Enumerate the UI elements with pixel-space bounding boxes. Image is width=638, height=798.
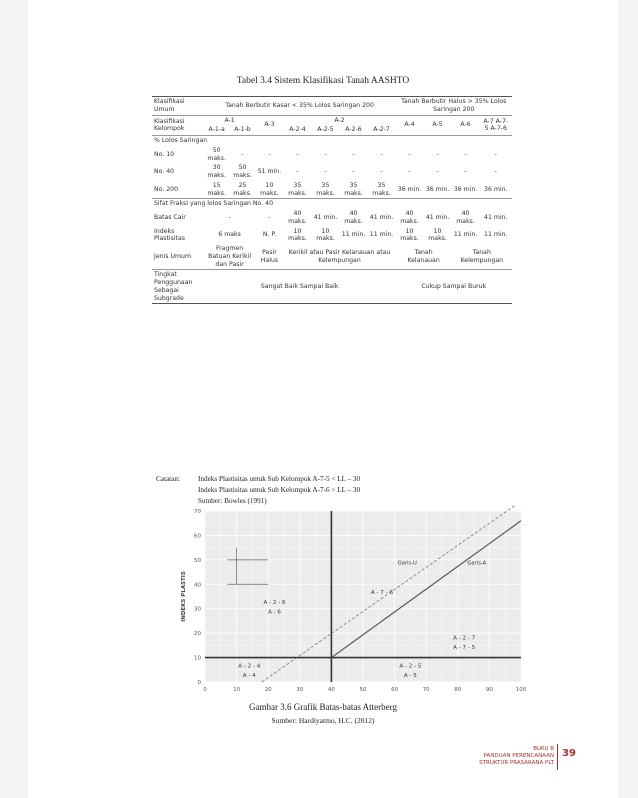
table-cell: - [494, 150, 497, 158]
table-cell: 10 maks. [288, 227, 307, 243]
y-tick-label: 30 [194, 606, 201, 613]
x-tick-label: 70 [422, 687, 430, 693]
group-a6: A-6 [460, 121, 471, 129]
table-cell: N. P. [262, 231, 277, 239]
table-cell: 6 maks [218, 231, 241, 239]
table-cell: 35 maks. [316, 181, 335, 197]
table-cell: 41 min. [369, 213, 394, 221]
note-line: Indeks Plastisitas untuk Sub Kelompok A-7-6 > LL – 30 [198, 486, 361, 494]
group-a1: A-1 [224, 116, 235, 124]
group-a2: A-2 [334, 116, 345, 124]
table-cell: 40 maks. [288, 210, 307, 225]
group-a4: A-4 [404, 121, 415, 129]
group-a1a: A-1-a [208, 126, 225, 134]
region-label: A - 2 - 5 [399, 663, 422, 670]
x-tick-label: 50 [359, 687, 367, 693]
x-tick-label: 40 [327, 687, 335, 693]
table-cell: 41 min. [425, 213, 450, 221]
y-tick-label: 0 [197, 680, 201, 686]
table-cell: - [464, 150, 467, 158]
table-cell: 10 maks. [316, 227, 335, 243]
group-a3: A-3 [264, 121, 275, 129]
table-cell: 40 maks. [344, 210, 363, 225]
table-cell: 25 maks. [233, 181, 252, 197]
table-cell: - [352, 150, 355, 158]
garis-a-label: Garis-A [467, 560, 487, 567]
x-tick-label: 20 [264, 687, 272, 693]
table-cell: - [268, 213, 271, 221]
footer-line: BUKU B [533, 746, 554, 752]
figure-caption: Gambar 3.6 Grafik Batas-batas Atterberg [248, 702, 398, 712]
table-cell: - [408, 150, 411, 158]
table-cell: 10 maks. [428, 227, 447, 243]
footer-line: PANDUAN PERENCANAAN [483, 753, 554, 759]
table-cell: Sangat Baik Sampai Baik [260, 282, 339, 290]
table-cell: 35 maks. [344, 181, 363, 197]
table-cell: Cukup Sampai Buruk [421, 282, 487, 290]
footer-line: STRUKTUR PRASARANA PLT [479, 760, 554, 766]
row-label: Jenis Umum [154, 252, 191, 260]
table-cell: - [352, 168, 355, 176]
table-cell: 50 maks. [207, 146, 226, 162]
region-label: A - 7 - 6 [370, 590, 394, 597]
x-tick-label: 0 [203, 687, 207, 693]
note-line: Sumber: Bowles (1991) [198, 497, 267, 505]
table-cell: - [408, 168, 411, 176]
aashto-table [152, 96, 512, 304]
document-page [28, 0, 618, 798]
y-tick-label: 70 [194, 509, 201, 515]
table-cell: Tanah Kelempungan [460, 248, 504, 264]
table-cell: 11 min. [484, 231, 508, 239]
header-butir-halus: Tanah Berbutir Halus > 35% Lolos Saringan 200 [401, 98, 507, 113]
x-tick-label: 90 [485, 687, 493, 693]
table-cell: 36 min. [425, 185, 450, 193]
row-label: Indeks Plastisitas [154, 227, 185, 243]
y-tick-label: 40 [194, 582, 201, 589]
table-cell: 30 maks. [207, 164, 226, 179]
table-cell: - [380, 168, 383, 176]
figure-source: Sumber: Hardiyatmo, H.C. (2012) [271, 716, 375, 725]
table-cell: - [464, 168, 467, 176]
footer-divider [557, 744, 558, 770]
table-cell: Kerikil atau Pasir Kelanauan atau Kelempungan [288, 248, 391, 264]
y-axis-label: INDEKS PLASTIS [181, 571, 187, 622]
table-cell: 36 min. [484, 185, 508, 193]
group-a26: A-2-6 [345, 126, 362, 134]
atterberg-chart [175, 505, 535, 705]
header-klasifikasi-umum: Klasifikasi Umum [154, 98, 185, 113]
table-title: Tabel 3.4 Sistem Klasifikasi Tanah AASHTO [236, 76, 410, 86]
garis-u-label: Garis-U [397, 560, 417, 567]
row-label: No. 40 [154, 168, 175, 176]
table-cell: 36 min. [397, 185, 422, 193]
y-tick-label: 60 [194, 533, 201, 540]
y-tick-label: 10 [194, 655, 201, 662]
row-label: Batas Cair [154, 213, 186, 221]
header-butir-kasar: Tanah Berbutir Kasar < 35% Lolos Saringan 200 [225, 101, 374, 109]
table-cell: 11 min. [341, 231, 366, 239]
table-cell: 41 min. [484, 213, 508, 221]
table-cell: Fragmen Batuan Kerikil dan Pasir [208, 245, 252, 268]
table-cell: 51 min. [257, 168, 282, 176]
section-sifat: Sifat Fraksi yang lolos Saringan No. 40 [154, 200, 274, 208]
page-number: 39 [562, 748, 576, 759]
table-cell: - [436, 150, 439, 158]
table-cell: 11 min. [453, 231, 478, 239]
region-label: A - 2 - 4 [238, 663, 261, 670]
note-line: Indeks Plastisitas untuk Sub Kelompok A-7-5 < LL – 30 [198, 475, 361, 483]
x-tick-label: 100 [515, 687, 527, 693]
x-tick-label: 10 [233, 687, 241, 693]
table-cell: 11 min. [369, 231, 394, 239]
table-cell: - [241, 150, 244, 158]
table-cell: Pasir Halus [260, 248, 279, 264]
table-cell: - [436, 168, 439, 176]
header-klasifikasi-kelompok: Klasifikasi Kelompok [154, 117, 185, 133]
table-cell: 35 maks. [372, 181, 391, 197]
table-cell: 15 maks. [207, 181, 226, 197]
notes-text [198, 474, 360, 507]
footer-book [479, 746, 554, 767]
table-cell: Tanah Kelanauan [407, 248, 440, 264]
table-cell: - [380, 150, 383, 158]
section-lolos: % Lolos Saringan [154, 137, 208, 144]
notes-label: Catatan: [156, 475, 180, 483]
y-tick-label: 20 [194, 631, 201, 638]
x-tick-label: 60 [391, 687, 399, 693]
group-a24: A-2-4 [289, 126, 306, 134]
table-cell: 35 maks. [288, 181, 307, 197]
region-label: A - 2 - 6 [263, 599, 286, 606]
region-label: A - 5 [403, 673, 417, 680]
region-label: A - 6 [268, 609, 282, 616]
table-cell: 10 maks. [400, 227, 419, 243]
group-a25: A-2-5 [317, 126, 334, 134]
table-cell: - [494, 168, 497, 176]
y-tick-label: 50 [194, 557, 201, 564]
row-label: Tingkat Penggunaan Sebagai Subgrade [154, 271, 193, 302]
group-a27: A-2-7 [373, 126, 390, 134]
x-tick-label: 30 [296, 687, 304, 693]
region-label: A - 2 - 7 [453, 635, 476, 642]
table-cell: 10 maks. [260, 181, 279, 197]
table-cell: 40 maks. [400, 210, 419, 225]
group-a5: A-5 [432, 121, 443, 129]
table-cell: - [296, 150, 299, 158]
group-a7: A-7 A-7-5 A-7-6 [483, 117, 509, 133]
table-cell: - [228, 213, 231, 221]
table-cell: 41 min. [313, 213, 338, 221]
table-cell: 50 maks. [233, 164, 252, 179]
row-label: No. 10 [154, 150, 175, 158]
row-label: No. 200 [154, 185, 179, 193]
region-label: A - 4 [242, 673, 256, 680]
x-tick-label: 80 [454, 687, 462, 693]
table-cell: 40 maks. [456, 210, 475, 225]
table-cell: - [268, 150, 271, 158]
group-a1b: A-1-b [234, 126, 251, 134]
table-cell: - [296, 168, 299, 176]
table-cell: - [324, 150, 327, 158]
region-label: A - 7 - 5 [453, 645, 476, 652]
table-cell: 36 min. [453, 185, 478, 193]
table-cell: - [324, 168, 327, 176]
